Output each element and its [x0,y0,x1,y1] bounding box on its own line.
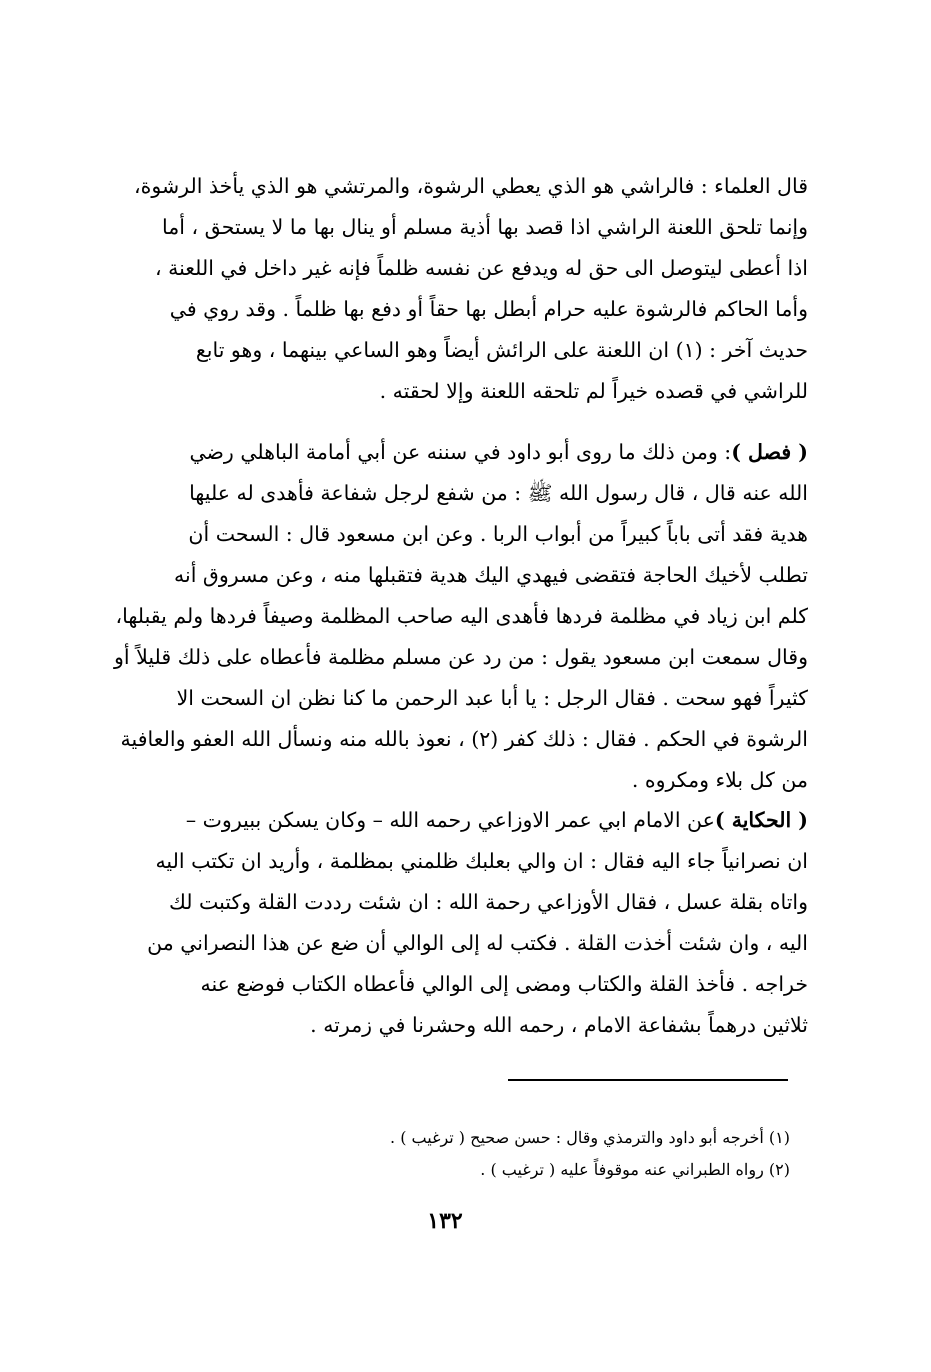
section-title: ( الحكاية ) [714,808,808,832]
text-line: اليه ، وان شئت أخذت القلة . فكتب له إلى الوالي أن ضع عن هذا النصراني من [147,931,808,955]
text-line: اذا أعطى ليتوصل الى حق له ويدفع عن نفسه ظلماً فإنه غير داخل في اللعنة ، [154,256,808,280]
text-line: خراجه . فأخذ القلة والكتاب ومضى إلى الوالي فأعطاه الكتاب فوضع عنه [200,972,808,996]
paragraph-hikaya [103,800,808,1046]
text-line-content: : ومن ذلك ما روى أبو داود في سننه عن أبي أمامة الباهلي رضي [189,440,732,464]
section-title: ( فصل ) [731,440,808,464]
text-line: كلم ابن زياد في مظلمة فردها فأهدى اليه صاحب المظلمة وصيفاً فردها ولم يقبلها، [115,604,808,628]
text-line: وقال سمعت ابن مسعود يقول : من رد عن مسلم مظلمة فأعطاه على ذلك قليلاً أو [114,645,808,669]
text-line-content: عن الامام ابي عمر الاوزاعي رحمه الله – وكان يسكن ببيروت – [185,808,715,832]
text-line: الرشوة في الحكم . فقال : ذلك كفر (٢) ، نعوذ بالله منه ونسأل الله العفو والعافية [120,727,808,751]
text-line: هدية فقد أتى باباً كبيراً من أبواب الربا . وعن ابن مسعود قال : السحت أن [188,522,808,546]
text-line: تطلب لأخيك الحاجة فتقضى فيهدي اليك هدية فتقبلها منه ، وعن مسروق أنه [174,563,808,587]
footnotes [230,1122,790,1186]
text-line [103,432,808,473]
text-line: كثيراً فهو سحت . فقال الرجل : يا أبا عبد الرحمن ما كنا نظن ان السحت الا [176,686,808,710]
paragraph-fasl [103,432,808,801]
page-number: ١٣٢ [427,1208,463,1234]
text-line: ان نصرانياً جاء اليه فقال : ان والي بعلبك ظلمني بمظلمة ، وأريد ان تكتب اليه [155,849,808,873]
text-line: ثلاثين درهماً بشفاعة الامام ، رحمه الله وحشرنا في زمرته . [310,1013,808,1037]
text-line: وإنما تلحق اللعنة الراشي اذا قصد بها أذية مسلم أو ينال بها ما لا يستحق ، أما [162,215,808,239]
text-line: من كل بلاء ومكروه . [631,768,808,792]
text-line: واتاه بقلة عسل ، فقال الأوزاعي رحمة الله : ان شئت رددت القلة وكتبت لك [168,890,808,914]
paragraph-bribery-scholars [103,166,808,412]
text-line: للراشي في قصده خيراً لم تلحقه اللعنة وإلا لحقته . [379,379,808,403]
text-line: قال العلماء : فالراشي هو الذي يعطي الرشوة، والمرتشي هو الذي يأخذ الرشوة، [134,174,808,198]
footnote: (١) أخرجه أبو داود والترمذي وقال : حسن صحيح ( ترغيب ) . [390,1128,790,1147]
footnote-divider [508,1079,788,1081]
text-line: الله عنه قال ، قال رسول الله ﷺ : من شفع لرجل شفاعة فأهدى له عليها [189,481,808,505]
text-line: حديث آخر : (١) ان اللعنة على الرائش أيضاً وهو الساعي بينهما ، وهو تابع [195,338,808,362]
footnote: (٢) رواه الطبراني عنه موقوفاً عليه ( ترغيب ) . [480,1160,790,1179]
text-line: وأما الحاكم فالرشوة عليه حرام أبطل بها حقاً أو دفع بها ظلماً . وقد روي في [169,297,808,321]
text-line [103,800,808,841]
